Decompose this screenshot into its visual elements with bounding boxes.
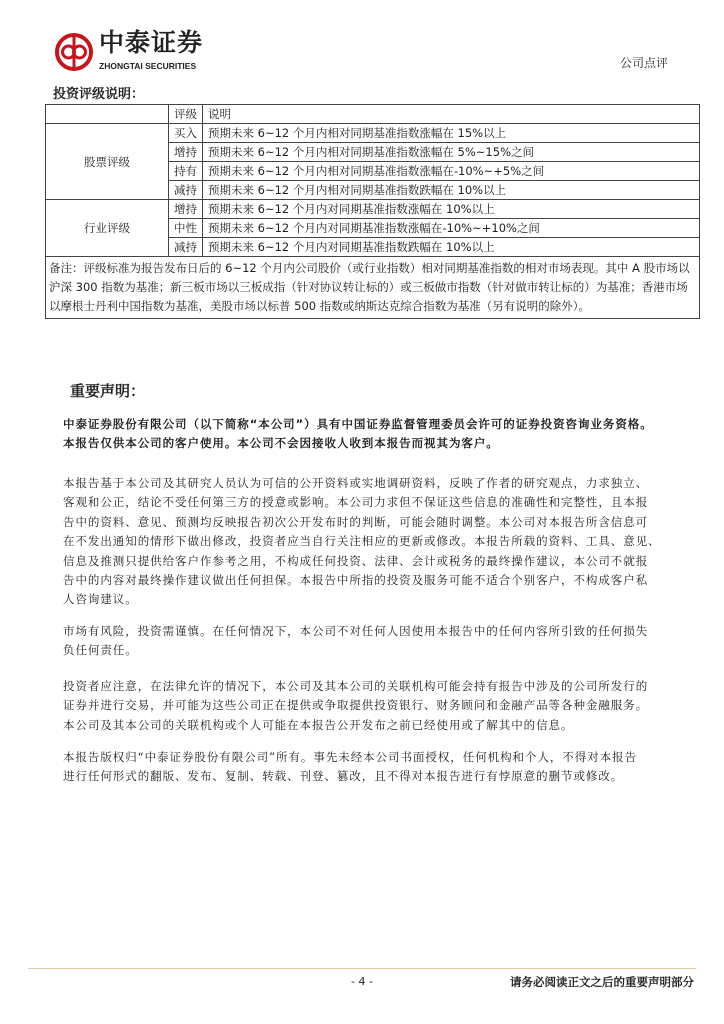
disclaimer-paragraph-4: 投资者应注意，在法律允许的情况下，本公司及其本公司的关联机构可能会持有报告中涉及的公司所发行的 证券并进行交易，并可能为这些公司正在提供或争取提供投资银行、财务顾问和金融产品等各种金融服务。 本公司及其本公司的关联机构或个人可能在本报告公开发布之前已经使用或了解其中的信息。 xyxy=(63,679,649,732)
rating-level: 增持 xyxy=(169,200,203,219)
footer-divider xyxy=(28,968,696,969)
footer-note: 请务必阅读正文之后的重要声明部分 xyxy=(510,975,694,989)
page-number: - 4 - xyxy=(351,975,373,988)
rating-desc: 预期未来 6~12 个月内相对同期基准指数涨幅在-10%~+5%之间 xyxy=(203,162,700,181)
disclaimer-paragraph-5: 本报告版权归“中泰证券股份有限公司”所有。事先未经本公司书面授权，任何机构和个人，不得对本报告 进行任何形式的翻版、发布、复制、转载、刊登、篡改，且不得对本报告进行有悖原意的删节或修改。 xyxy=(63,750,638,784)
table-row xyxy=(46,124,700,143)
document-type: 公司点评 xyxy=(619,56,668,70)
header-level: 评级 xyxy=(169,105,203,124)
rating-level: 买入 xyxy=(169,124,203,143)
rating-table xyxy=(45,104,700,319)
rating-title: 投资评级说明： xyxy=(53,87,145,102)
rating-desc: 预期未来 6~12 个月内相对同期基准指数跌幅在 10%以上 xyxy=(203,181,700,200)
rating-level: 减持 xyxy=(169,238,203,257)
disclaimer-title: 重要声明： xyxy=(70,382,146,400)
logo-emblem-icon xyxy=(54,32,94,72)
rating-desc: 预期未来 6~12 个月内相对同期基准指数涨幅在 15%以上 xyxy=(203,124,700,143)
rating-desc: 预期未来 6~12 个月内对同期基准指数涨幅在 10%以上 xyxy=(203,200,700,219)
logo-en-text: ZHONGTAI SECURITIES xyxy=(99,61,197,71)
stock-rating-label: 股票评级 xyxy=(46,124,169,200)
rating-note: 备注：评级标准为报告发布日后的 6~12 个月内公司股价（或行业指数）相对同期基准指数的相对市场表现。其中 A 股市场以沪深 300 指数为基准；新三板市场以三板成指（针对协议转让标的）或三板做市指数（针对做市转让标的）为基准；香港市场以摩根士丹利中国指数为基准，美股市场以标普 500 指数或纳斯达克综合指数为基准（另有说明的除外）。 xyxy=(46,257,700,319)
rating-level: 减持 xyxy=(169,181,203,200)
rating-desc: 预期未来 6~12 个月内相对同期基准指数涨幅在 5%~15%之间 xyxy=(203,143,700,162)
logo-cn-text: 中泰证券 xyxy=(99,28,204,57)
rating-desc: 预期未来 6~12 个月内对同期基准指数跌幅在 10%以上 xyxy=(203,238,700,257)
rating-level: 增持 xyxy=(169,143,203,162)
disclaimer-paragraph-3: 市场有风险，投资需谨慎。在任何情况下，本公司不对任何人因使用本报告中的任何内容所引致的任何损失 负任何责任。 xyxy=(63,624,649,658)
disclaimer-paragraph-2: 本报告基于本公司及其研究人员认为可信的公开资料或实地调研资料，反映了作者的研究观点，力求独立、 客观和公正，结论不受任何第三方的授意或影响。本公司力求但不保证这些信息的准确性和完整性，且本报 告中的资料、意见、预测均反映报告初次公开发布时的判断，可能会随时调整。本公司对本报告所含信息可 在不发出通知的情形下做出修改，投资者应当自行关注相应的更新或修改。本报告所载的资料、工具、意见、 信息及推测只提供给客户作参考之用，不构成任何投资、法律、会计或税务的最终操作建议，本公司不就报 告中的内容对最终操作建议做出任何担保。本报告中所指的投资及服务可能不适合个别客户，不构成客户私 人咨询建议。 xyxy=(63,476,661,607)
disclaimer-paragraph-1: 中泰证券股份有限公司（以下简称“本公司”）具有中国证券监督管理委员会许可的证券投资咨询业务资格。 本报告仅供本公司的客户使用。本公司不会因接收人收到本报告而视其为客户。 xyxy=(63,417,653,451)
table-note-row xyxy=(46,257,700,319)
table-header-row xyxy=(46,105,700,124)
industry-rating-label: 行业评级 xyxy=(46,200,169,257)
company-logo xyxy=(54,28,224,76)
table-row xyxy=(46,200,700,219)
header-desc: 说明 xyxy=(203,105,700,124)
rating-level: 持有 xyxy=(169,162,203,181)
rating-desc: 预期未来 6~12 个月内对同期基准指数涨幅在-10%~+10%之间 xyxy=(203,219,700,238)
rating-level: 中性 xyxy=(169,219,203,238)
